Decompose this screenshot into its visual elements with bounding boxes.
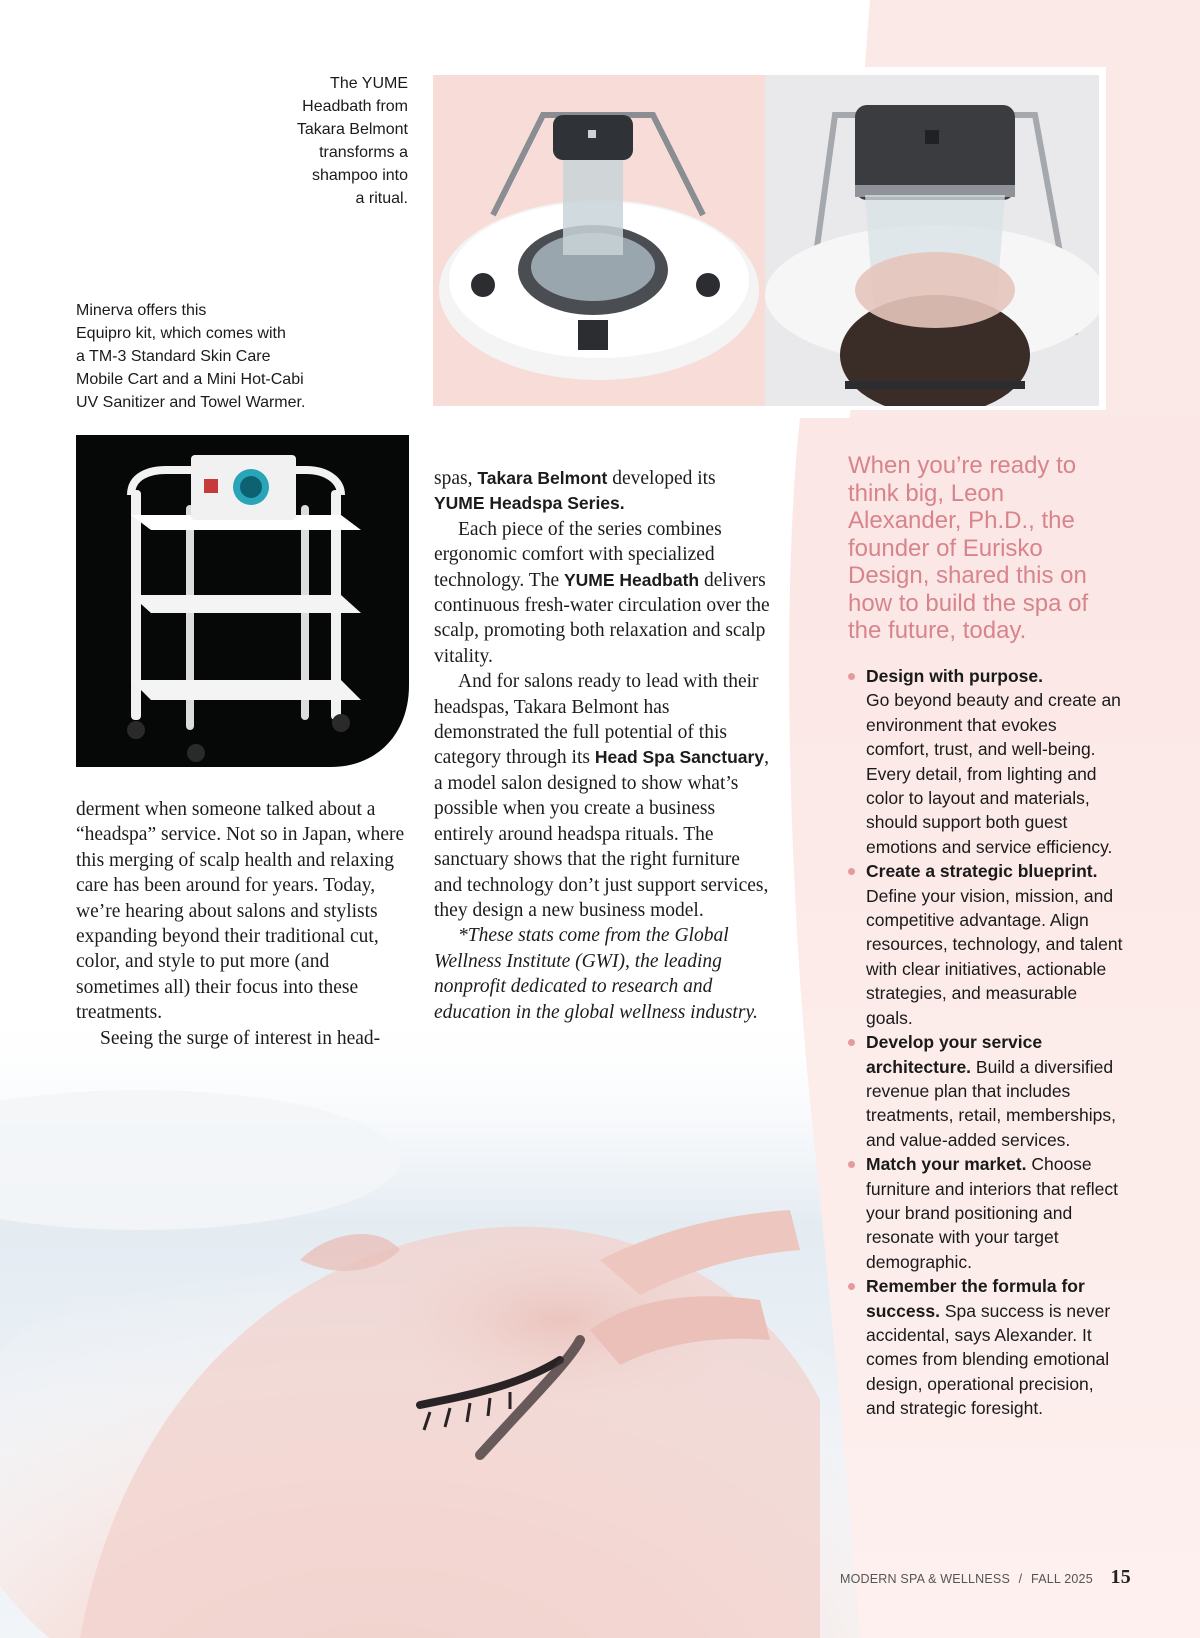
bullet-icon bbox=[848, 1039, 855, 1046]
bullet-text: Build a diversified revenue plan that includes treatments, retail, memberships, and value-added services. bbox=[866, 1056, 1116, 1150]
caption-line: transforms a bbox=[319, 144, 408, 161]
article-paragraph: Seeing the surge of interest in head- bbox=[100, 1027, 381, 1049]
text-run: spas, bbox=[434, 468, 478, 489]
caption-line: Equipro kit, which comes with bbox=[76, 325, 286, 342]
headbath-in-use-icon bbox=[765, 75, 1099, 406]
headbath-unit-icon bbox=[433, 75, 765, 406]
caption-line: UV Sanitizer and Towel Warmer. bbox=[76, 394, 306, 411]
bullet-icon bbox=[848, 673, 855, 680]
bullet-title: Remember the formula for success. bbox=[866, 1276, 1085, 1321]
stats-footnote: *These stats come from the Global Wellness Institute (GWI), the leading nonprofit dedicated to research and education in the global wellness industry. bbox=[434, 925, 758, 1023]
text-run: , a model salon designed to show what’s possible when you create a business entirely around headspa rituals. The sanctuary shows that the right furniture and technology don’t just support services, they design a new business model. bbox=[434, 747, 769, 921]
bullet-title: Design with purpose. bbox=[866, 666, 1043, 686]
text-run: delivers continuous fresh-water circulation over the scalp, promoting both relaxation and scalp vitality. bbox=[434, 569, 770, 667]
bullet-title: Match your market. bbox=[866, 1154, 1027, 1175]
bullet-icon bbox=[848, 1161, 855, 1168]
sidebar-bullet-list bbox=[848, 664, 1123, 1421]
caption-line: Minerva offers this bbox=[76, 302, 207, 319]
bullet-title: Develop your service architecture. bbox=[866, 1032, 1043, 1077]
list-item bbox=[848, 1274, 1123, 1420]
bullet-text: Choose furniture and interiors that reflect your brand positioning and resonate with your target demographic. bbox=[866, 1154, 1118, 1272]
text-run: And for salons ready to lead with their headspas, Takara Belmont has demonstrated the full potential of this category through its bbox=[434, 671, 759, 769]
bullet-title: Create a strategic blueprint. bbox=[866, 861, 1098, 882]
product-series-name: YUME Headspa Series. bbox=[434, 493, 625, 514]
bullet-text: Go beyond beauty and create an environment that evokes comfort, trust, and well-being. Every detail, from lighting and color to layout and materials, should support both guest emotions and service efficiency. bbox=[866, 690, 1121, 857]
list-item bbox=[848, 1152, 1123, 1274]
text-run: Each piece of the series combines ergonomic comfort with specialized technology. The bbox=[434, 518, 722, 591]
list-item bbox=[848, 859, 1123, 1030]
footer-separator: / bbox=[1018, 1572, 1023, 1586]
salon-name: Head Spa Sanctuary bbox=[594, 747, 765, 768]
list-item bbox=[848, 664, 1123, 859]
article-paragraph bbox=[434, 669, 770, 923]
caption-equipro-kit bbox=[76, 299, 376, 414]
bullet-text: Spa success is never accidental, says Alexander. It comes from blending emotional design, operational precision, and strategic foresight. bbox=[866, 1300, 1111, 1419]
caption-line: Mobile Cart and a Mini Hot-Cabi bbox=[76, 371, 304, 388]
article-paragraph: derment when someone talked about a “headspa” service. Not so in Japan, where this merging of scalp health and relaxing care has been around for years. Today, we’re hearing about salons and stylists expanding beyond their traditional cut, color, and style to put more (and sometimes all) their focus into these treatments. bbox=[76, 799, 405, 1024]
caption-line: Takara Belmont bbox=[296, 121, 408, 138]
page-footer bbox=[840, 1566, 1131, 1589]
headbath-photo-frame bbox=[433, 67, 1106, 410]
article-column-middle bbox=[434, 466, 770, 1025]
article-paragraph bbox=[434, 466, 770, 517]
caption-line: a ritual. bbox=[355, 190, 408, 207]
skin-care-cart-icon bbox=[76, 435, 409, 767]
caption-line: a TM-3 Standard Skin Care bbox=[76, 348, 271, 365]
article-paragraph bbox=[434, 517, 770, 669]
caption-line: shampoo into bbox=[311, 167, 408, 184]
sidebar-pull-quote: When you’re ready to think big, Leon Alexander, Ph.D., the founder of Eurisko Design, shared this on how to build the spa of the future, today. bbox=[848, 452, 1089, 644]
bullet-icon bbox=[848, 868, 855, 875]
bullet-icon bbox=[848, 1283, 855, 1290]
issue-label: FALL 2025 bbox=[1031, 1572, 1093, 1586]
caption-line: The YUME bbox=[330, 75, 408, 92]
caption-yume-headbath bbox=[230, 72, 408, 210]
text-run: developed its bbox=[607, 468, 716, 489]
product-name: YUME Headbath bbox=[563, 569, 700, 590]
caption-line: Headbath from bbox=[302, 98, 408, 115]
page-number: 15 bbox=[1110, 1566, 1131, 1588]
brand-name: Takara Belmont bbox=[477, 468, 608, 488]
list-item bbox=[848, 1030, 1123, 1152]
publication-name: MODERN SPA & WELLNESS bbox=[840, 1572, 1010, 1586]
article-column-left bbox=[76, 797, 406, 1051]
bullet-text: Define your vision, mission, and competitive advantage. Align resources, technology, and talent with clear initiatives, actionable strategies, and measurable goals. bbox=[866, 885, 1123, 1028]
